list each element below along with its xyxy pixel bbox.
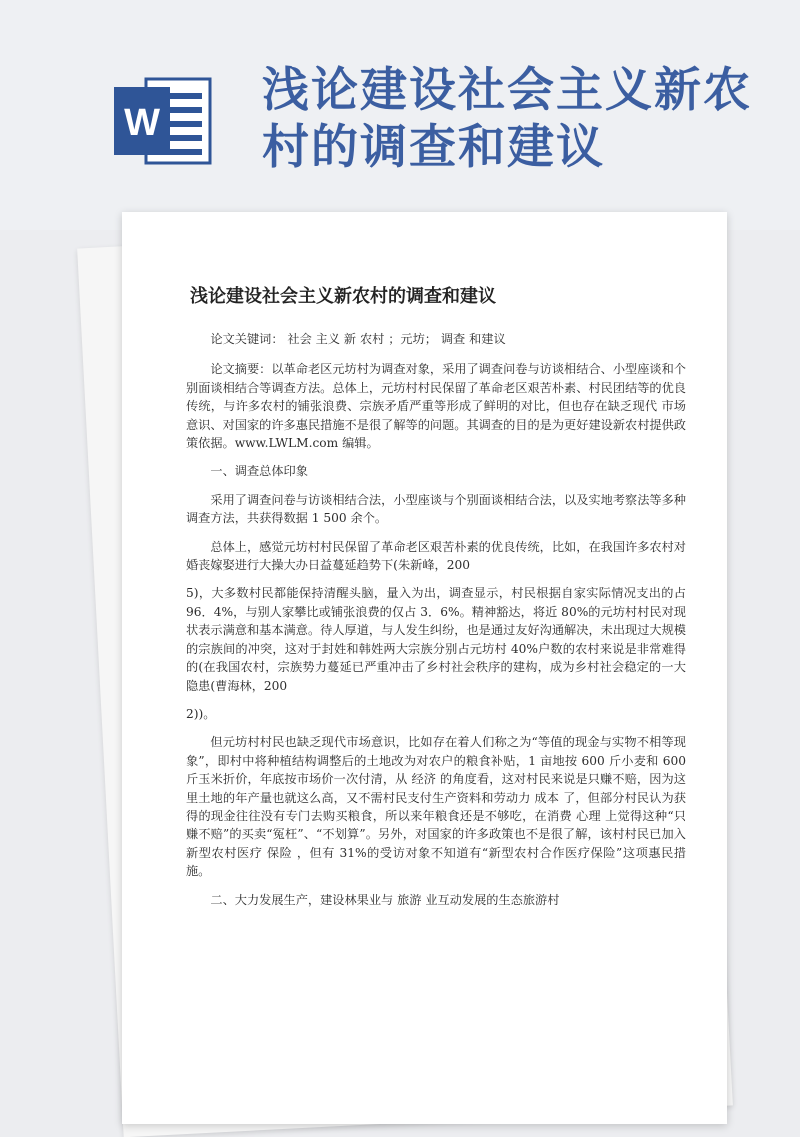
abstract-paragraph: 论文摘要：以革命老区元坊村为调查对象，采用了调查问卷与访谈相结合、小型座谈和个别面谈相结合等调查方法。总体上，元坊村村民保留了革命老区艰苦朴素、村民团结等的优良传统，与许多农村的铺张浪费、宗族矛盾严重等形成了鲜明的对比，但也存在缺乏现代 市场 意识、对国家的许多惠民措施不是很了解等的问题。其调查的目的是为更好建设新农村提供政策依据。www.LWLM.com 编辑。 [186,362,686,451]
body-paragraph: 2))。 [186,706,216,721]
section-heading-1: 一、调查总体印象 [210,464,308,479]
word-icon [112,73,214,169]
keywords-paragraph: 论文关键词： 社会 主义 新 农村 ；元坊； 调查 和建议 [210,332,506,346]
document-title: 浅论建设社会主义新农村的调查和建议 [190,286,496,307]
document-body [186,330,686,919]
body-paragraph: 但元坊村村民也缺乏现代市场意识，比如存在着人们称之为“等值的现金与实物不相等现象”，即村中将种植结构调整后的土地改为对农户的粮食补贴，1 亩地按 600 斤小麦和 600 斤玉米折价，年底按市场价一次付清，从 经济 的角度看，这对村民来说是只赚不赔，因为这里土地的年产量也就这么高，又不需村民支付生产资料和劳动力 成本 了，但部分村民认为获得的现金往往没有专门去购买粮食，所以来年粮食还是不够吃，在消费 心理 上觉得这种“只赚不赔”的买卖“冤枉”、“不划算”。另外，对国家的许多政策也不是很了解，该村村民已加入新型农村医疗 保险 ，但有 31%的受访对象不知道有“新型农村合作医疗保险”这项惠民措施。 [186,735,686,879]
body-paragraph: 5)，大多数村民都能保持清醒头脑，量入为出，调查显示，村民根据自家实际情况支出的占 96．4%，与别人家攀比或铺张浪费的仅占 3．6%。精神豁达，将近 80%的元坊村村民对现状表示满意和基本满意。待人厚道，与人发生纠纷，也是通过友好沟通解决，未出现过大规模的宗族间的冲突，这对于封姓和韩姓两大宗族分别占元坊村 40%户数的农村来说是非常难得的(在我国农村，宗族势力蔓延已严重冲击了乡村社会秩序的建构，成为乡村社会稳定的一大隐患(曹海林，200 [186,586,686,693]
body-paragraph: 总体上，感觉元坊村村民保留了革命老区艰苦朴素的优良传统，比如，在我国许多农村对婚丧嫁娶进行大操大办日益蔓延趋势下(朱新峰，200 [186,539,686,573]
svg-text:W: W [124,102,160,144]
document-page [122,212,727,1124]
header-title: 浅论建设社会主义新农村的调查和建议 [262,63,752,175]
section-heading-2: 二、大力发展生产，建设林果业与 旅游 业互动发展的生态旅游村 [210,892,560,907]
body-paragraph: 采用了调查问卷与访谈相结合法，小型座谈与个别面谈相结合法，以及实地考察法等多种调查方法，共获得数据 1 500 余个。 [186,492,686,526]
